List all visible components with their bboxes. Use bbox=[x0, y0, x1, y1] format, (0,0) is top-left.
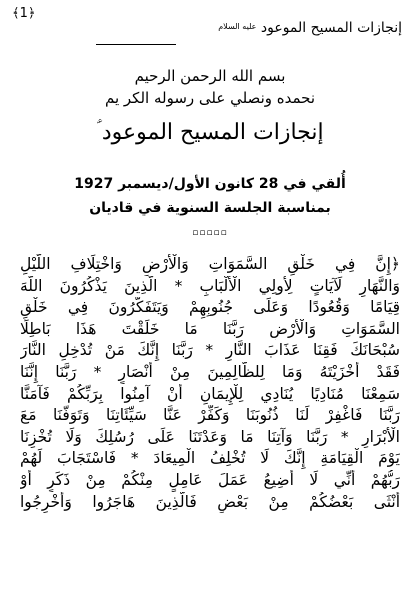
body-text bbox=[20, 254, 400, 513]
body-line: ﴿إِنَّ فِي خَلْقِ السَّمَوَاتِ وَالْأَرْضِ وَاخْتِلَافِ اللَّيْلِ bbox=[20, 255, 400, 273]
section-ornament: ▫▫▫▫▫ bbox=[192, 228, 228, 238]
body-line: السَّمَوَاتِ وَالْأَرْضِ رَبَّنَا مَا خَلَقْتَ هَذَا بَاطِلًا bbox=[20, 319, 400, 338]
body-line: قِيَامًا وَقُعُودًا وَعَلَى جُنُوبِهِمْ وَيَتَفَكَّرُونَ فِي خَلْقِ bbox=[20, 298, 400, 317]
basmala: بسم الله الرحمن الرحيم bbox=[134, 67, 286, 85]
running-header-honorific: عليه السلام bbox=[218, 22, 257, 31]
body-line: رَبُّهُمْ أَنِّي لَا أُضِيعُ عَمَلَ عَامِلٍ مِنْكُمْ مِنْ ذَكَرٍ أَوْ bbox=[20, 470, 400, 489]
running-header bbox=[218, 20, 402, 36]
body-line: أُنْثَى بَعْضُكُمْ مِنْ بَعْضٍ فَالَّذِينَ هَاجَرُوا وَأُخْرِجُوا bbox=[20, 492, 400, 511]
page-title: إنجازات المسيح الموعود ؑ bbox=[96, 120, 324, 145]
header-rule bbox=[96, 44, 176, 45]
body-line: الْأَبْرَارِ * رَبَّنَا وَآتِنَا مَا وَعَدْتَنَا عَلَى رُسُلِكَ وَلَا تُخْزِنَا bbox=[20, 427, 400, 446]
occasion-line: بمناسبة الجلسة السنوية في قاديان bbox=[89, 200, 331, 216]
praise-line: نحمده ونصلي على رسوله الكر يم bbox=[104, 89, 316, 107]
running-header-title: إنجازات المسيح الموعود bbox=[260, 20, 402, 36]
page-number: ﴾1﴿ bbox=[12, 6, 36, 21]
body-line: يَوْمَ الْقِيَامَةِ إِنَّكَ لَا تُخْلِفُ الْمِيعَادَ * فَاسْتَجَابَ لَهُمْ bbox=[20, 449, 400, 468]
body-line: وَالنَّهَارِ لَآيَاتٍ لِأُولِي الْأَلْبَابِ * الَّذِينَ يَذْكُرُونَ اللَّهَ bbox=[20, 276, 400, 295]
date-line: أُلقي في 28 كانون الأول/ديسمبر 1927 bbox=[74, 176, 346, 192]
body-line: رَبَّنَا فَاغْفِرْ لَنَا ذُنُوبَنَا وَكَفِّرْ عَنَّا سَيِّئَاتِنَا وَتَوَفَّنَا مَعَ bbox=[20, 406, 400, 425]
body-line: سَمِعْنَا مُنَادِيًا يُنَادِي لِلْإِيمَانِ أَنْ آمِنُوا بِرَبِّكُمْ فَآمَنَّا bbox=[20, 384, 400, 403]
body-line: سُبْحَانَكَ فَقِنَا عَذَابَ النَّارِ * رَبَّنَا إِنَّكَ مَنْ تُدْخِلِ النَّارَ bbox=[20, 341, 400, 360]
body-line: فَقَدْ أَخْزَيْتَهُ وَمَا لِلظَّالِمِينَ مِنْ أَنْصَارٍ * رَبَّنَا إِنَّنَا bbox=[20, 362, 400, 381]
